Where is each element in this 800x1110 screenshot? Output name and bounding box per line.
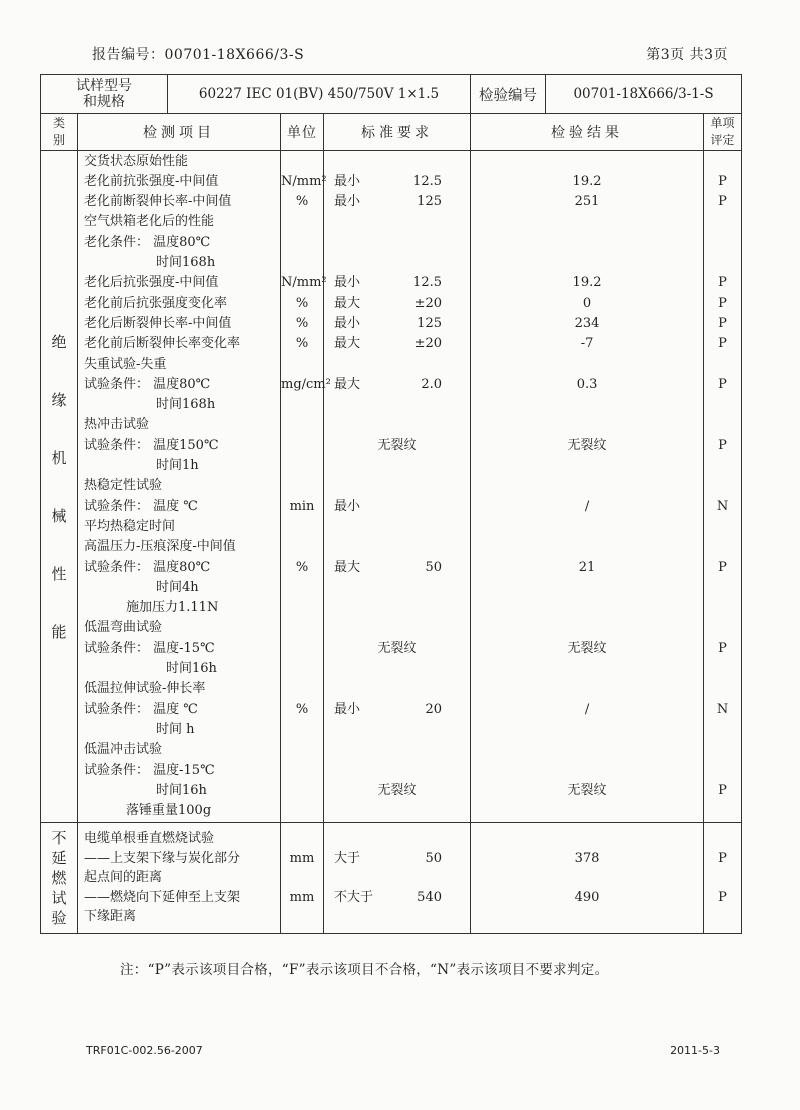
form-number: TRF01C-002.56-2007 [86, 1044, 203, 1057]
result-value [471, 517, 703, 537]
test-item: 试验条件： 温度80℃ [84, 559, 211, 575]
test-item: 老化前后断裂伸长率变化率 [84, 336, 241, 352]
standard-requirement [324, 172, 470, 192]
unit-value [281, 659, 323, 679]
category-char: 缘 [51, 390, 67, 409]
test-item: 高温压力-压痕深度-中间值 [84, 539, 236, 555]
standard-limit: ±20 [414, 295, 442, 311]
standard-requirement [324, 829, 470, 849]
result-value [471, 456, 703, 476]
result-value [471, 801, 703, 821]
result-value [471, 415, 703, 435]
report-number-value: 00701-18X666/3-S [164, 47, 305, 63]
verdict-column [704, 151, 742, 823]
standard-qualifier: 最小 [334, 194, 361, 210]
test-item: 时间16h [156, 782, 207, 798]
verdict-value: N [716, 701, 729, 717]
standard-limit: 125 [417, 194, 442, 210]
category-char: 能 [51, 622, 67, 641]
standard-requirement [324, 415, 470, 435]
report-number [92, 44, 304, 64]
standard-qualifier: 最小 [334, 315, 361, 331]
standard-requirement [324, 517, 470, 537]
item-column [78, 823, 281, 934]
standard-requirement [324, 436, 470, 456]
test-item: 老化后断裂伸长率-中间值 [84, 315, 232, 331]
result-value [471, 233, 703, 253]
standard-requirement [324, 618, 470, 638]
unit-value [281, 436, 323, 456]
verdict-value [704, 395, 741, 415]
model-label [41, 75, 168, 114]
inspection-number-label: 检验编号 [471, 75, 546, 114]
unit-value: N/mm² [281, 173, 327, 189]
col-verdict [704, 114, 742, 151]
model-label-line2: 和规格 [83, 94, 125, 110]
standard-limit: 50 [425, 850, 442, 866]
standard-limit: 50 [425, 559, 442, 575]
verdict-value [704, 578, 741, 598]
unit-value: N/mm² [281, 275, 327, 291]
result-value [471, 395, 703, 415]
col-item: 检测项目 [78, 114, 281, 151]
item-column [78, 151, 281, 823]
standard-limit: 20 [425, 701, 442, 717]
standard-requirement [324, 761, 470, 781]
category-char: 延 [51, 849, 67, 867]
unit-value: mm [289, 889, 315, 905]
col-verdict-line2: 评定 [710, 133, 735, 147]
unit-value [281, 740, 323, 760]
test-item: 失重试验-失重 [84, 356, 167, 372]
standard-qualifier: 最大 [334, 559, 361, 575]
category-char: 燃 [51, 869, 67, 887]
standard-requirement [324, 537, 470, 557]
result-value: 251 [574, 194, 600, 210]
verdict-value [704, 761, 741, 781]
standard-requirement [324, 355, 470, 375]
unit-value [281, 868, 323, 888]
standard-column [324, 823, 471, 934]
col-category-line2: 别 [52, 133, 65, 147]
standard-requirement [324, 294, 470, 314]
standard-qualifier: 最小 [334, 275, 361, 291]
unit-column [281, 151, 331, 823]
category-char: 械 [51, 506, 67, 525]
test-item: 低温冲击试验 [84, 742, 163, 758]
result-value: 无裂纹 [567, 782, 607, 798]
model-label-line1: 试样型号 [76, 78, 132, 94]
category-char: 验 [51, 909, 67, 927]
test-item: 时间4h [156, 579, 199, 595]
test-item: 空气烘箱老化后的性能 [84, 214, 215, 230]
standard-requirement [324, 233, 470, 253]
category-insulation [41, 151, 78, 823]
test-item: 低温拉伸试验-伸长率 [84, 681, 206, 697]
result-value [471, 598, 703, 618]
standard-whole: 无裂纹 [377, 782, 417, 798]
verdict-value [704, 476, 741, 496]
verdict-value [704, 868, 741, 888]
column-header-row [41, 114, 742, 151]
standard-whole: 无裂纹 [377, 437, 417, 453]
verdict-value [704, 537, 741, 557]
standard-column [324, 151, 471, 823]
verdict-value [704, 456, 741, 476]
standard-requirement [324, 639, 470, 659]
category-chars [41, 313, 77, 661]
category-char: 试 [51, 889, 67, 907]
test-item: 试验条件： 温度150℃ [84, 437, 219, 453]
standard-requirement [324, 740, 470, 760]
verdict-value [704, 679, 741, 699]
standard-limit: 12.5 [413, 173, 442, 189]
verdict-value: P [718, 295, 727, 311]
model-value: 60227 IEC 01(BV) 450/750V 1×1.5 [168, 75, 471, 114]
unit-value: % [295, 194, 309, 210]
unit-value [281, 212, 323, 232]
result-value [471, 868, 703, 888]
unit-value [281, 781, 323, 801]
result-value [471, 679, 703, 699]
result-value [471, 355, 703, 375]
test-item: 试验条件： 温度 ℃ [84, 701, 198, 717]
standard-requirement [324, 868, 470, 888]
standard-qualifier: 大于 [334, 850, 361, 866]
category-chars [41, 828, 77, 928]
verdict-value [704, 253, 741, 273]
test-item: 时间16h [166, 661, 217, 677]
test-item: 试验条件： 温度-15℃ [84, 640, 215, 656]
result-value [471, 907, 703, 927]
verdict-value [704, 233, 741, 253]
standard-qualifier: 最大 [334, 336, 361, 352]
unit-value [281, 395, 323, 415]
result-value [471, 659, 703, 679]
verdict-value [704, 152, 741, 172]
verdict-value: P [718, 315, 727, 331]
result-value: 0 [582, 295, 592, 311]
standard-requirement [324, 314, 470, 334]
report-date: 2011-5-3 [670, 1044, 720, 1057]
test-item: 低温弯曲试验 [84, 620, 163, 636]
col-result: 检验结果 [471, 114, 704, 151]
standard-limit: 540 [417, 889, 442, 905]
result-column [471, 823, 704, 934]
verdict-value: P [718, 336, 727, 352]
verdict-value: P [718, 376, 727, 392]
standard-limit: 2.0 [421, 376, 442, 392]
test-item: 老化前抗张强度-中间值 [84, 173, 219, 189]
test-item: 试验条件： 温度80℃ [84, 376, 211, 392]
verdict-value: N [716, 498, 729, 514]
unit-value [281, 233, 323, 253]
standard-requirement [324, 907, 470, 927]
result-value: 19.2 [572, 275, 602, 291]
result-value: / [584, 701, 590, 717]
unit-column [281, 823, 324, 934]
standard-requirement [324, 849, 470, 869]
result-value: 无裂纹 [567, 640, 607, 656]
standard-limit: 12.5 [413, 275, 442, 291]
result-value: 378 [574, 850, 600, 866]
standard-qualifier: 最小 [334, 173, 361, 189]
unit-value [281, 415, 323, 435]
result-value: 21 [578, 559, 596, 575]
standard-qualifier: 最大 [334, 295, 361, 311]
standard-requirement [324, 720, 470, 740]
unit-value [281, 476, 323, 496]
result-value [471, 537, 703, 557]
verdict-value [704, 517, 741, 537]
test-item: 下缘距离 [84, 909, 137, 925]
verdict-value: P [718, 437, 727, 453]
result-value [471, 212, 703, 232]
standard-qualifier: 不大于 [334, 889, 374, 905]
result-value [471, 152, 703, 172]
result-value: -7 [580, 336, 594, 352]
unit-value [281, 152, 323, 172]
col-category [41, 114, 78, 151]
test-item: 施加压力1.11N [126, 600, 219, 616]
verdict-value [704, 720, 741, 740]
standard-limit: 125 [417, 315, 442, 331]
unit-value [281, 253, 323, 273]
test-item: 老化前断裂伸长率-中间值 [84, 194, 232, 210]
result-value: / [584, 498, 590, 514]
test-item: 起点间的距离 [84, 870, 163, 886]
result-value [471, 720, 703, 740]
unit-value [281, 761, 323, 781]
test-item: ——燃烧向下延伸至上支架 [84, 889, 241, 905]
test-item: 平均热稳定时间 [84, 518, 176, 534]
standard-requirement [324, 659, 470, 679]
standard-qualifier: 最大 [334, 376, 361, 392]
unit-value [281, 578, 323, 598]
verdict-value: P [718, 275, 727, 291]
unit-value [281, 907, 323, 927]
test-item: 老化前后抗张强度变化率 [84, 295, 228, 311]
verdict-value [704, 659, 741, 679]
verdict-value: P [718, 559, 727, 575]
unit-value [281, 598, 323, 618]
standard-requirement [324, 212, 470, 232]
result-value [471, 829, 703, 849]
standard-qualifier: 最小 [334, 498, 361, 514]
verdict-value [704, 740, 741, 760]
verdict-value [704, 829, 741, 849]
standard-requirement [324, 334, 470, 354]
legend-note: 注：“P”表示该项目合格，“F”表示该项目不合格，“N”表示该项目不要求判定。 [120, 962, 609, 978]
standard-requirement [324, 888, 470, 908]
verdict-value: P [718, 850, 727, 866]
unit-value [281, 517, 323, 537]
verdict-value [704, 415, 741, 435]
standard-requirement [324, 456, 470, 476]
unit-value [281, 456, 323, 476]
col-unit: 单位 [281, 114, 324, 151]
result-column [471, 151, 704, 823]
category-char: 绝 [51, 332, 67, 351]
unit-value: % [295, 701, 309, 717]
result-value: 490 [574, 889, 600, 905]
verdict-column [704, 823, 742, 934]
unit-value [281, 639, 323, 659]
test-item: 时间168h [156, 255, 216, 271]
col-standard: 标准要求 [324, 114, 471, 151]
result-value [471, 740, 703, 760]
unit-value [281, 537, 323, 557]
unit-value: % [295, 295, 309, 311]
category-char: 不 [51, 829, 67, 847]
verdict-value: P [718, 640, 727, 656]
verdict-value [704, 907, 741, 927]
test-item: 时间1h [156, 458, 199, 474]
standard-requirement [324, 558, 470, 578]
result-value: 234 [574, 315, 600, 331]
verdict-value [704, 618, 741, 638]
inspection-number-value: 00701-18X666/3-1-S [546, 75, 742, 114]
test-item: 电缆单根垂直燃烧试验 [84, 831, 215, 847]
result-value: 0.3 [576, 376, 598, 392]
result-value [471, 476, 703, 496]
sample-info-row [41, 75, 742, 114]
unit-value: % [295, 559, 309, 575]
unit-value: min [289, 498, 315, 514]
unit-value: mm [289, 850, 315, 866]
verdict-value [704, 598, 741, 618]
standard-requirement [324, 375, 470, 395]
result-value [471, 761, 703, 781]
test-item: 老化后抗张强度-中间值 [84, 275, 219, 291]
unit-value: mg/cm² [281, 376, 331, 392]
standard-requirement [324, 273, 470, 293]
standard-whole: 无裂纹 [377, 640, 417, 656]
col-category-line1: 类 [52, 116, 65, 130]
test-item: 时间 h [156, 721, 195, 737]
unit-value: % [295, 336, 309, 352]
standard-requirement [324, 253, 470, 273]
col-verdict-line1: 单项 [710, 116, 735, 130]
standard-requirement [324, 152, 470, 172]
standard-requirement [324, 497, 470, 517]
result-value [471, 618, 703, 638]
test-item: 试验条件： 温度 ℃ [84, 498, 198, 514]
unit-value [281, 720, 323, 740]
test-item: 时间168h [156, 397, 216, 413]
test-item: 交货状态原始性能 [84, 153, 189, 169]
result-value [471, 253, 703, 273]
verdict-value: P [718, 889, 727, 905]
verdict-value: P [718, 782, 727, 798]
test-item: 热冲击试验 [84, 417, 150, 433]
section-insulation [41, 151, 742, 823]
category-char: 性 [51, 564, 67, 583]
test-report-table [40, 74, 742, 934]
standard-requirement [324, 700, 470, 720]
standard-qualifier: 最小 [334, 701, 361, 717]
standard-limit: ±20 [414, 336, 442, 352]
standard-requirement [324, 781, 470, 801]
unit-value [281, 618, 323, 638]
verdict-value [704, 355, 741, 375]
standard-requirement [324, 679, 470, 699]
standard-requirement [324, 598, 470, 618]
verdict-value [704, 212, 741, 232]
standard-requirement [324, 578, 470, 598]
standard-requirement [324, 476, 470, 496]
test-item: ——上支架下缘与炭化部分 [84, 850, 241, 866]
unit-value [281, 679, 323, 699]
unit-value [281, 355, 323, 375]
standard-requirement [324, 192, 470, 212]
test-item: 试验条件： 温度-15℃ [84, 762, 215, 778]
report-number-label: 报告编号： [92, 47, 165, 63]
standard-requirement [324, 801, 470, 821]
category-char: 机 [51, 448, 67, 467]
test-item: 热稳定性试验 [84, 478, 163, 494]
standard-requirement [324, 395, 470, 415]
page-info: 第3页 共3页 [646, 47, 728, 63]
verdict-value: P [718, 194, 727, 210]
verdict-value [704, 801, 741, 821]
unit-value: % [295, 315, 309, 331]
result-value: 19.2 [572, 173, 602, 189]
section-flame [41, 823, 742, 934]
result-value: 无裂纹 [567, 437, 607, 453]
unit-value [281, 829, 323, 849]
test-item: 落锤重量100g [126, 803, 212, 819]
test-item: 老化条件： 温度80℃ [84, 234, 211, 250]
category-flame [41, 823, 78, 934]
result-value [471, 578, 703, 598]
verdict-value: P [718, 173, 727, 189]
unit-value [281, 801, 323, 821]
